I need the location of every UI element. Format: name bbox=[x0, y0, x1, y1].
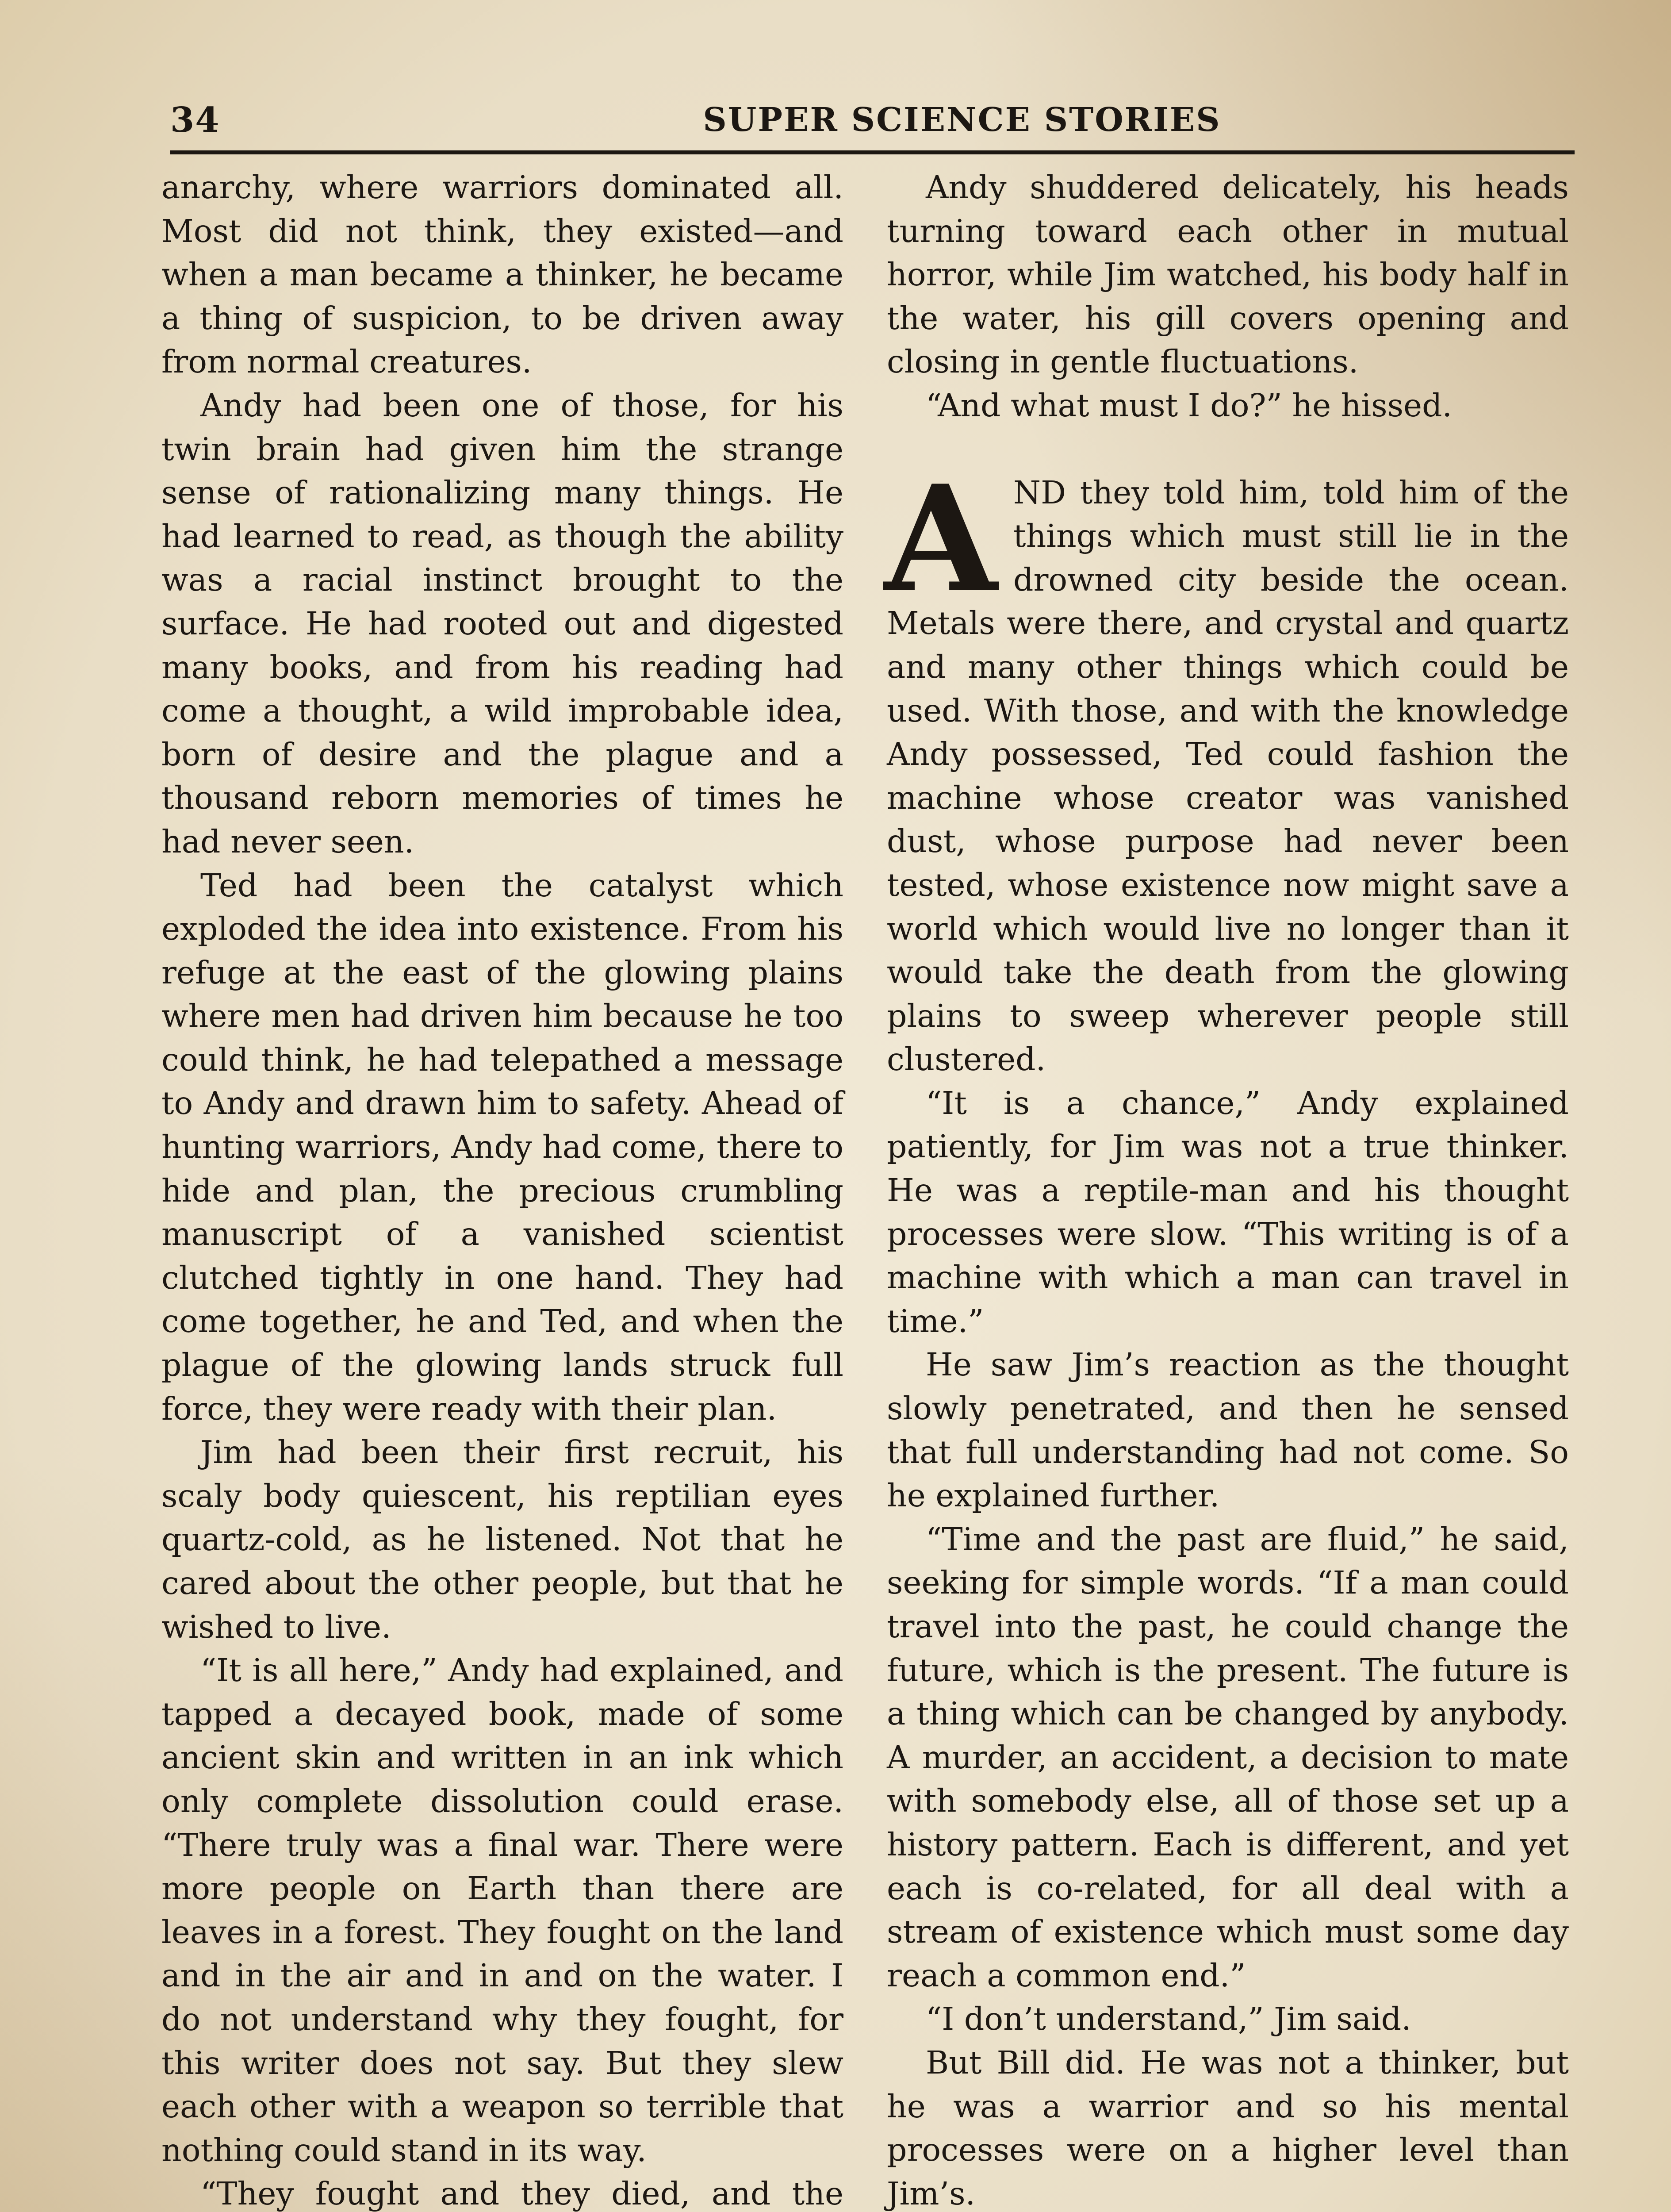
paragraph: “Time and the past are fluid,” he said, seeking for simple words. “If a man could travel into the past, he could change the future, which is the present. The future is a thing which can be changed by anybody. A murder, an accident, a decision to mate with somebody else, all of those set up a history pattern. Each is different, and yet each is co-related, for all deal with a stream of existence which must some day reach a common end.” bbox=[887, 1521, 1569, 1994]
drop-cap: A bbox=[884, 453, 998, 625]
paragraph: “They fought and they died, and the bbox=[200, 2175, 843, 2212]
left-column bbox=[161, 166, 843, 2212]
paragraph: “I don’t understand,” Jim said. bbox=[926, 2001, 1411, 2038]
paragraph: He saw Jim’s reaction as the thought slowly penetrated, and then he sensed that full understanding had not come. So he explained further. bbox=[887, 1346, 1569, 1514]
paragraph: “It is a chance,” Andy explained patiently, for Jim was not a true thinker. He was a reptile-man and his thought processes were slow. “This writing is of a machine with which a man can travel in time.” bbox=[887, 1084, 1569, 1340]
header-rule bbox=[170, 150, 1575, 154]
running-title: SUPER SCIENCE STORIES bbox=[703, 101, 1221, 139]
paragraph: “And what must I do?” he hissed. bbox=[926, 387, 1453, 424]
paragraph: But Bill did. He was not a thinker, but he was a warrior and so his mental processes were on a higher level than Jim’s. bbox=[887, 2044, 1569, 2212]
section-opening-paragraph bbox=[884, 453, 1569, 1082]
drop-cap-paragraph-text: ND they told him, told him of the things which must still lie in the drowned city beside the ocean. Metals were there, and crystal and quartz and many other things which could be used. With those, and with the knowledge Andy possessed, Ted could fashion the machine whose creator was vanished dust, whose purpose had never been tested, whose existence now might save a world which would live no longer than it would take the death from the glowing plains to sweep wherever people still clustered. bbox=[887, 474, 1569, 1078]
page-header bbox=[170, 96, 1575, 150]
paragraph: Andy shuddered delicately, his heads turning toward each other in mutual horror, while Jim watched, his body half in the water, his gill covers opening and closing in gentle fluctuations. bbox=[887, 169, 1569, 380]
page-number: 34 bbox=[170, 100, 220, 140]
paragraph: “It is all here,” Andy had explained, and tapped a decayed book, made of some ancient skin and written in an ink which only complete dissolution could erase. “There truly was a final war. There were more people on Earth than there are leaves in a forest. They fought on the land and in the air and in and on the water. I do not understand why they fought, for this writer does not say. But they slew each other with a weapon so terrible that nothing could stand in its way. bbox=[161, 1652, 843, 2169]
paragraph: Andy had been one of those, for his twin brain had given him the strange sense of rationalizing many things. He had learned to read, as though the ability was a racial instinct brought to the surface. He had rooted out and digested many books, and from his reading had come a thought, a wild improbable idea, born of desire and the plague and a thousand reborn memories of times he had never seen. bbox=[161, 387, 843, 860]
paragraph: Ted had been the catalyst which exploded the idea into existence. From his refuge at the east of the glowing plains where men had driven him because he too could think, he had telepathed a message to Andy and drawn him to safety. Ahead of hunting warriors, Andy had come, there to hide and plan, the precious crumbling manuscript of a vanished scientist clutched tightly in one hand. They had come together, he and Ted, and when the plague of the glowing lands struck full force, they were ready with their plan. bbox=[161, 867, 843, 1427]
paragraph: Jim had been their first recruit, his scaly body quiescent, his reptilian eyes quartz-cold, as he listened. Not that he cared about the other people, but that he wished to live. bbox=[161, 1434, 843, 1645]
paragraph: anarchy, where warriors dominated all. Most did not think, they existed—and when a man became a thinker, he became a thing of suspicion, to be driven away from normal creatures. bbox=[161, 169, 843, 380]
right-column bbox=[884, 166, 1569, 2212]
